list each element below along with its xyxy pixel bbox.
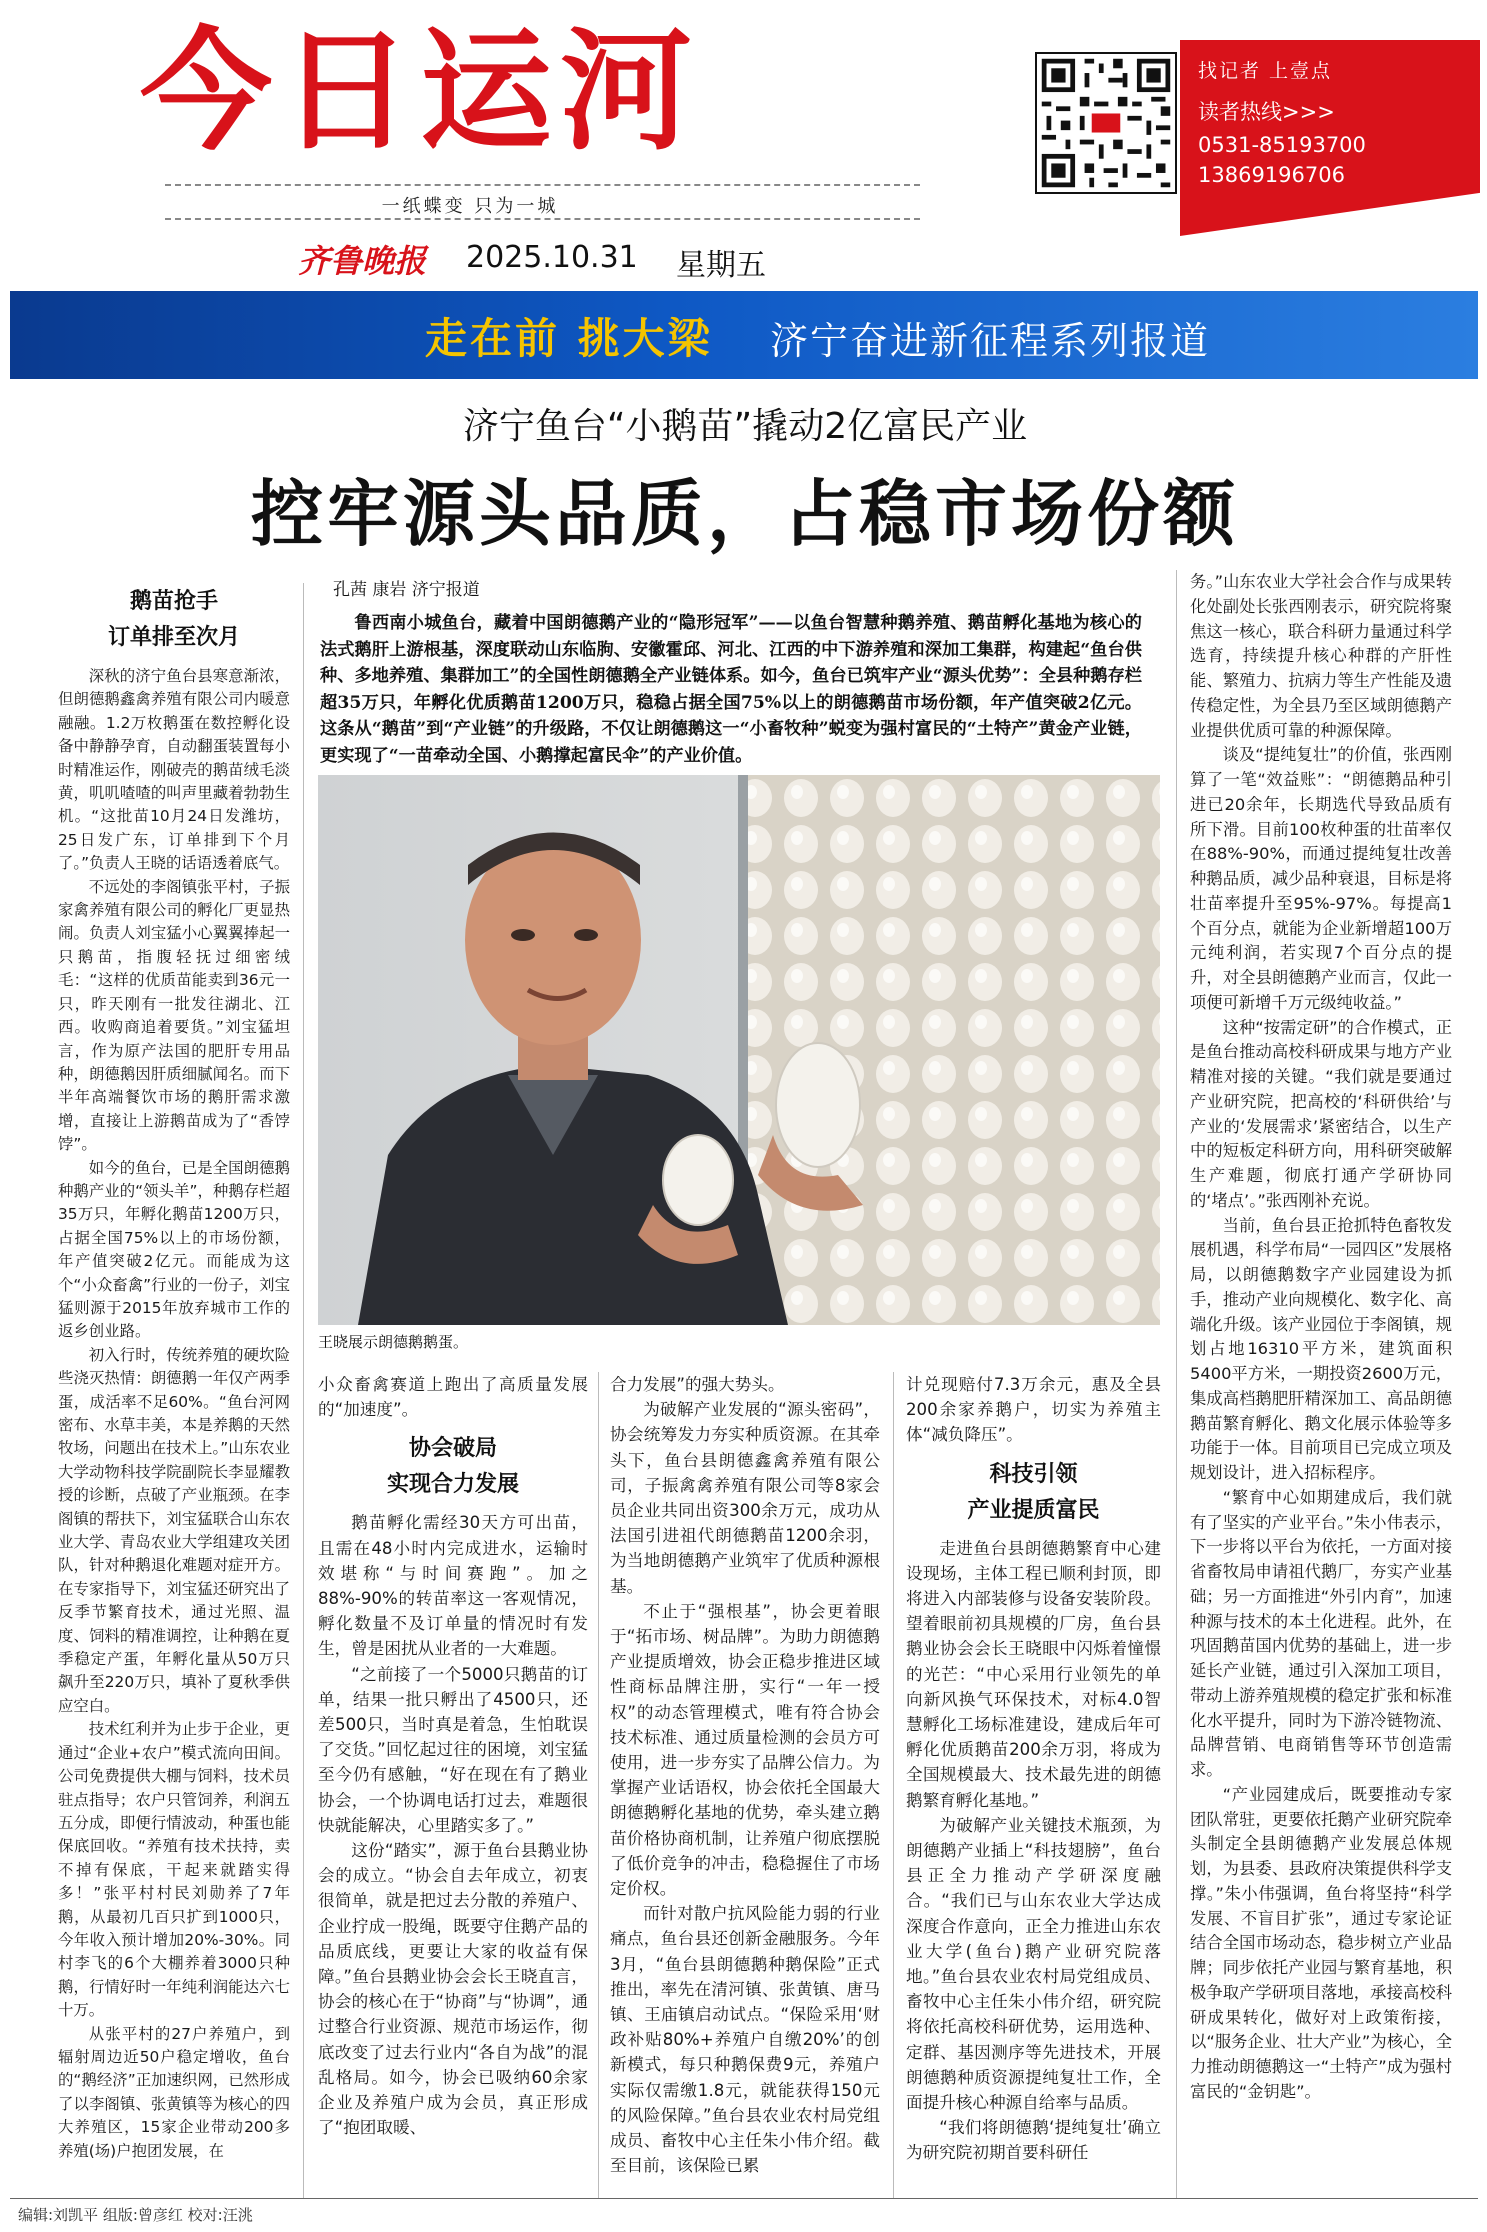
article-column-5	[1190, 570, 1452, 2105]
paragraph: 深秋的济宁鱼台县寒意渐浓，但朗德鹅鑫禽养殖有限公司内暖意融融。1.2万枚鹅蛋在数控孵化设备中静静孕育，自动翻蛋装置每小时精准运作，刚破壳的鹅苗绒毛淡黄，叽叽喳喳的叫声里藏着勃勃生机。“这批苗10月24日发潍坊，25日发广东，订单排到下个月了。”负责人王晓的话语透着底气。	[58, 667, 290, 873]
banner-slogan: 走在前 挑大梁	[425, 314, 713, 363]
masthead-slogan: 一纸蝶变 只为一城	[381, 196, 559, 217]
article-column-4	[906, 1372, 1161, 2166]
paragraph: “我们将朗德鹅‘提纯复壮’确立为研究院初期首要科研任	[906, 2118, 1161, 2163]
paragraph: 为破解产业关键技术瓶颈，为朗德鹅产业插上“科技翅膀”，鱼台县正全力推动产学研深度融合。“我们已与山东农业大学达成深度合作意向，正全力推进山东农业大学(鱼台)鹅产业研究院落地。”鱼台县农业农村局党组成员、畜牧中心主任朱小伟介绍，研究院将依托高校科研优势，运用选种、定群、基因测序等先进技术，开展朗德鹅种质资源提纯复壮工作，全面提升核心种源自给率与品质。	[906, 1815, 1161, 2113]
subhead-line-2: 产业提质富民	[967, 1496, 1100, 1523]
article-column-1	[58, 583, 290, 2163]
subhead-line-1: 协会破局	[408, 1435, 497, 1462]
paragraph: 务。”山东农业大学社会合作与成果转化处副处长张西刚表示，研究院将聚焦这一核心，联合科研力量通过科学选育，持续提升核心种群的产肝性能、繁殖力、抗病力等生产性能及遗传稳定性，为全县乃至区域朗德鹅产业提供优质可靠的种源保障。	[1190, 572, 1452, 740]
masthead-rule-bottom	[165, 218, 920, 220]
paragraph: 如今的鱼台，已是全国朗德鹅种鹅产业的“领头羊”，种鹅存栏超35万只，年孵化鹅苗1200万只，占据全国75%以上的市场份额，年产值突破2亿元。而能成为这个“小众畜禽”行业的一份子，刘宝猛则源于2015年放弃城市工作的返乡创业路。	[58, 1158, 290, 1341]
article-headline: 控牢源头品质，占稳市场份额	[250, 471, 1239, 556]
article-kicker: 济宁鱼台“小鹅苗”撬动2亿富民产业	[462, 406, 1028, 447]
article-column-2	[318, 1372, 588, 2140]
series-banner	[10, 291, 1478, 379]
hotline-phone-1[interactable]: 0531-85193700	[1198, 133, 1366, 157]
issue-weekday: 星期五	[676, 248, 766, 283]
paragraph: “产业园建成后，既要推动专家团队常驻，更要依托鹅产业研究院牵头制定全县朗德鹅产业发展总体规划，为县委、县政府决策提供科学支撑。”朱小伟强调，鱼台将坚持“科学发展、不盲目扩张”，通过专家论证结合全国市场动态，稳步树立产业品牌；同步依托产业园与繁育基地，积极争取产学研项目落地，承接高校科研成果转化，做好对上政策衔接，以“服务企业、壮大产业”为核心，全力推动朗德鹅这一“土特产”成为强村富民的“金钥匙”。	[1190, 1784, 1452, 2101]
column-divider	[598, 1372, 599, 2198]
subhead-line-1: 科技引领	[989, 1460, 1078, 1487]
paragraph: 这份“踏实”，源于鱼台县鹅业协会的成立。“协会自去年成立，初衷很简单，就是把过去分散的养殖户、企业拧成一股绳，既要守住鹅产品的品质底线，更要让大家的收益有保障。”鱼台县鹅业协会会长王晓直言，协会的核心在于“协商”与“协调”，通过整合行业资源、规范市场运作，彻底改变了过去行业内“各自为战”的混乱格局。如今，协会已吸纳60余家企业及养殖户成为会员，真正形成了“抱团取暖、	[318, 1841, 588, 2138]
issue-date: 2025.10.31	[466, 240, 638, 275]
column-divider	[303, 583, 304, 2198]
paragraph: 从张平村的27户养殖户，到辐射周边近50户稳定增收，鱼台的“鹅经济”正加速织网，已然形成了以李阁镇、张黄镇等为核心的四大养殖区，15家企业带动200多养殖(场)户抱团发展，在	[58, 2024, 290, 2160]
paragraph: 当前，鱼台县正抢抓特色畜牧发展机遇，科学布局“一园四区”发展格局，以朗德鹅数字产业园建设为抓手，推动产业向规模化、数字化、高端化升级。该产业园位于李阁镇，规划占地16310平方米，建筑面积5400平方米，一期投资2600万元，集成高档鹅肥肝精深加工、高品朗德鹅苗繁育孵化、鹅文化展示体验等多功能于一体。目前项目已完成立项及规划设计，进入招标程序。	[1190, 1215, 1452, 1482]
paragraph: 计兑现赔付7.3万余元，惠及全县200余家养鹅户，切实为养殖主体“减负降压”。	[906, 1375, 1161, 1445]
paragraph: 走进鱼台县朗德鹅繁育中心建设现场，主体工程已顺利封顶，即将进入内部装修与设备安装阶段。望着眼前初具规模的厂房，鱼台县鹅业协会会长王晓眼中闪烁着憧憬的光芒：“中心采用行业领先的单向新风换气环保技术，对标4.0智慧孵化工场标准建设，建成后年可孵化优质鹅苗200余万羽，将成为全国规模最大、技术最先进的朗德鹅繁育孵化基地。”	[906, 1538, 1161, 1810]
lead-paragraph	[320, 610, 1142, 769]
paragraph: 初入行时，传统养殖的硬坎险些浇灭热情：朗德鹅一年仅产两季蛋，成活率不足60%。“鱼台河网密布、水草丰美，本是养鹅的天然牧场，问题出在技术上。”山东农业大学动物科技学院副院长李显耀教授的诊断，点破了产业瓶颈。在李阁镇的帮扶下，刘宝猛联合山东农业大学、青岛农业大学组建攻关团队，针对种鹅退化难题对症开方。在专家指导下，刘宝猛还研究出了反季节繁育技术，通过光照、温度、饲料的精准调控，让种鹅在夏季稳定产蛋，年孵化量从50万只飙升至220万只，填补了夏秋季供应空白。	[58, 1345, 290, 1715]
column-divider	[1176, 570, 1177, 2198]
qr-code-icon[interactable]	[1035, 52, 1177, 194]
article-column-3	[610, 1372, 880, 2179]
photo-caption: 王晓展示朗德鹅鹅蛋。	[318, 1333, 469, 1351]
paragraph: 这种“按需定研”的合作模式，正是鱼台推动高校科研成果与地方产业精准对接的关键。“我们就是要通过产业研究院，把高校的‘科研供给’与产业的‘发展需求’紧密结合，以生产中的短板定科研方向，用科研突破解生产难题，彻底打通产学研协同的‘堵点’。”张西刚补充说。	[1190, 1017, 1452, 1210]
banner-series-title: 济宁奋进新征程系列报道	[770, 319, 1211, 363]
column-divider	[893, 1372, 894, 2198]
paragraph: 小众畜禽赛道上跑出了高质量发展的“加速度”。	[318, 1375, 588, 1420]
hotline-label: 读者热线>>>	[1198, 100, 1335, 124]
paragraph: 谈及“提纯复壮”的价值，张西刚算了一笔“效益账”：“朗德鹅品种引进已20余年，长期选代导致品质有所下滑。目前100枚种蛋的壮苗率仅在88%-90%，而通过提纯复壮改善种鹅品质，减少品种衰退，目标是将壮苗率提升至95%-97%。每提高1个百分点，就能为企业新增超100万元纯利润，若实现7个百分点的提升，对全县朗德鹅产业而言，仅此一项便可新增千万元级纯收益。”	[1190, 745, 1452, 1012]
paragraph: 不止于“强根基”，协会更着眼于“拓市场、树品牌”。为助力朗德鹅产业提质增效，协会正稳步推进区域性商标品牌注册，实行“一年一授权”的动态管理模式，唯有符合协会技术标准、通过质量检测的会员方可使用，进一步夯实了品牌公信力。为掌握产业话语权，协会依托全国最大朗德鹅孵化基地的优势，牵头建立鹅苗价格协商机制，让养殖户彻底摆脱了低价竞争的冲击，稳稳握住了市场定价权。	[610, 1601, 880, 1899]
paragraph: “繁育中心如期建成后，我们就有了坚实的产业平台。”朱小伟表示，下一步将以平台为依托，一方面对接省畜牧局申请祖代鹅厂，夯实产业基础；另一方面推进“外引内育”，加速种源与技术的本土化进程。此外，在巩固鹅苗国内优势的基础上，进一步延长产业链，通过引入深加工项目，带动上游养殖规模的稳定扩张和标准化水平提升，同时为下游冷链物流、品牌营销、电商销售等环节创造需求。	[1190, 1487, 1452, 1779]
byline: 孔茜 康岩 济宁报道	[333, 580, 480, 600]
paragraph: 为破解产业发展的“源头密码”，协会统筹发力夯实种质资源。在其牵头下，鱼台县朗德鑫禽养殖有限公司，子振禽禽养殖有限公司等8家会员企业共同出资300余万元，成功从法国引进祖代朗德鹅苗1200余羽，为当地朗德鹅产业筑牢了优质种源根基。	[610, 1400, 880, 1596]
masthead-rule-top	[165, 184, 920, 186]
newspaper-logo: 齐鲁晚报	[298, 242, 427, 280]
editor-credits: 编辑:刘凯平 组版:曾彦红 校对:汪洮	[18, 2206, 253, 2224]
paragraph: 合力发展”的强大势头。	[610, 1375, 785, 1394]
paragraph: 鹅苗孵化需经30天方可出苗，且需在48小时内完成进水，运输时效堪称“与时间赛跑”。加之88%-90%的转苗率这一客观情况，孵化数量不及订单量的情况时有发生，曾是困扰从业者的一大难题。	[318, 1513, 588, 1659]
subhead-line-2: 实现合力发展	[386, 1471, 519, 1498]
footer-rule	[10, 2198, 1478, 2199]
masthead-title: 今日运河	[140, 20, 700, 165]
paragraph: 不远处的李阁镇张平村，子振家禽养殖有限公司的孵化厂更显热闹。负责人刘宝猛小心翼翼捧起一只鹅苗，指腹轻抚过细密绒毛：“这样的优质苗能卖到36元一只，昨天刚有一批发往湖北、江西。收购商追着要货。”刘宝猛坦言，作为原产法国的肥肝专用品种，朗德鹅因肝质细腻闻名。而下半年高端餐饮市场的鹅肝需求激增，直接让上游鹅苗成为了“香饽饽”。	[58, 877, 290, 1154]
paragraph: 技术红利并为止步于企业，更通过“企业+农户”模式流向田间。公司免费提供大棚与饲料，技术员驻点指导；农户只管饲养，利润五五分成，即便行情波动，种蛋也能保底回收。“养殖有技术扶持，卖不掉有保底，干起来就踏实得多！”张平村村民刘勋养了7年鹅，从最初几百只扩到1000只，今年收入预计增加20%-30%。同村李飞的6个大棚养着3000只种鹅，行情好时一年纯利润能达六七十万。	[58, 1720, 290, 2020]
article-photo	[318, 775, 1160, 1325]
find-reporter-label: 找记者 上壹点	[1198, 60, 1333, 82]
paragraph: 而针对散户抗风险能力弱的行业痛点，鱼台县还创新金融服务。今年3月，“鱼台县朗德鹅种鹅保险”正式推出，率先在清河镇、张黄镇、唐马镇、王庙镇启动试点。“保险采用‘财政补贴80%+养殖户自缴20%’的创新模式，每只种鹅保费9元，养殖户实际仅需缴1.8元，就能获得150元的风险保障。”鱼台县农业农村局党组成员、畜牧中心主任朱小伟介绍。截至目前，该保险已累	[610, 1904, 880, 2176]
paragraph: “之前接了一个5000只鹅苗的订单，结果一批只孵出了4500只，还差500只，当时真是着急，生怕耽误了交货。”回忆起过往的困境，刘宝猛至今仍有感触，“好在现在有了鹅业协会，一个协调电话打过去，难题很快就能解决，心里踏实多了。”	[318, 1664, 588, 1835]
hotline-phone-2[interactable]: 13869196706	[1198, 163, 1345, 187]
lead-text: 鲁西南小城鱼台，藏着中国朗德鹅产业的“隐形冠军”——以鱼台智慧种鹅养殖、鹅苗孵化基地为核心的法式鹅肝上游根基，深度联动山东临朐、安徽霍邱、河北、江西的中下游养殖和深加工集群，构建起“鱼台供种、多地养殖、集群加工”的全国性朗德鹅全产业链体系。如今，鱼台已筑牢产业“源头优势”：全县种鹅存栏超35万只，年孵化优质鹅苗1200万只，稳稳占据全国75%以上的朗德鹅苗市场份额，年产值突破2亿元。这条从“鹅苗”到“产业链”的升级路，不仅让朗德鹅这一“小畜牧种”蜕变为强村富民的“土特产”黄金产业链，更实现了“一苗牵动全国、小鹅撑起富民伞”的产业价值。	[320, 613, 1142, 766]
subhead-line-2: 订单排至次月	[107, 624, 240, 650]
subhead-line-1: 鹅苗抢手	[129, 588, 218, 614]
